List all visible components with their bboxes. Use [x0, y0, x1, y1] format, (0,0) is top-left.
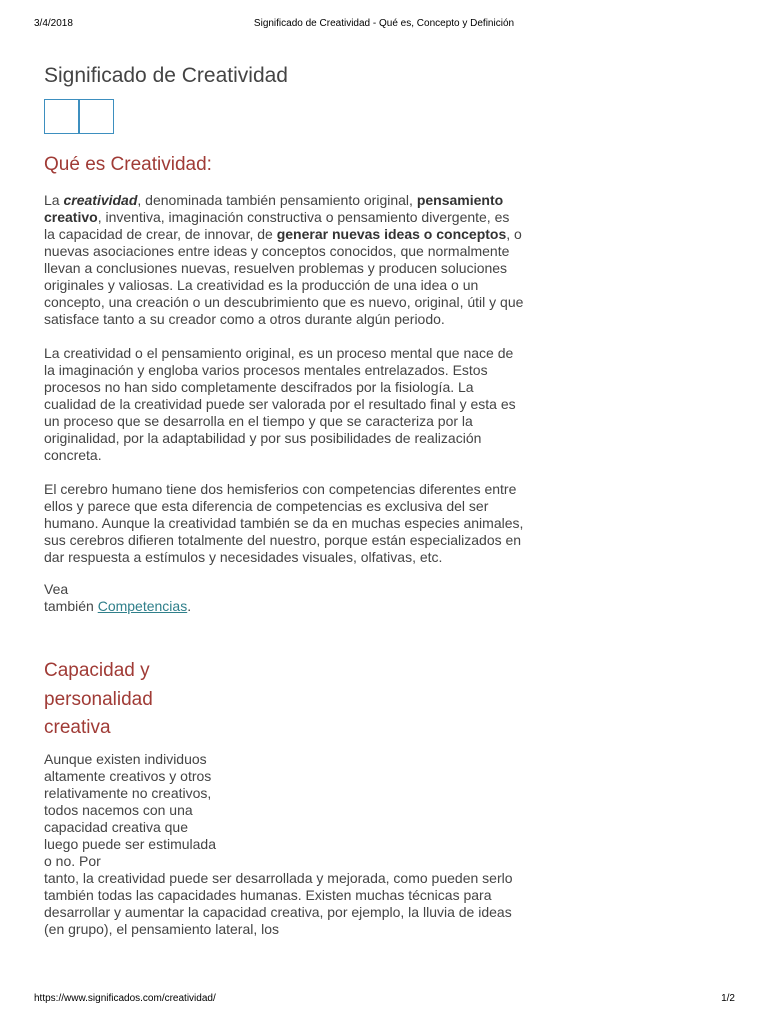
text: , o nuevas asociaciones entre ideas y conceptos conocidos, que normalmente llevan a conclusiones nuevas, resuelven problemas y producen soluciones originales y valiosas. La creatividad es la producción de una idea o un concepto, una creación o un descubrimiento que es nuevo, original, útil y que satisface tanto a su creador como a otros durante algún periodo. — [44, 226, 524, 327]
page-title: Significado de Creatividad — [44, 64, 288, 87]
section-heading: Qué es Creatividad: — [44, 154, 212, 175]
print-page-title: Significado de Creatividad - Qué es, Concepto y Definición — [253, 18, 515, 29]
section-heading: Capacidad y personalidad creativa — [44, 660, 153, 738]
share-button[interactable] — [44, 99, 79, 134]
competencias-link[interactable]: Competencias — [97, 598, 188, 614]
bold-term: generar nuevas ideas o conceptos — [276, 226, 507, 242]
print-url: https://www.significados.com/creatividad/ — [34, 993, 216, 1004]
text: , inventiva, imaginación constructiva o pensamiento divergente, es la capacidad de crear, de innovar, de — [44, 209, 510, 242]
text: La — [44, 192, 64, 208]
text: , denominada también pensamiento original, — [137, 192, 417, 208]
page-number: 1/2 — [721, 993, 735, 1004]
article — [44, 60, 524, 938]
paragraph: La creatividad o el pensamiento original, es un proceso mental que nace de la imaginación y engloba varios procesos mentales entrelazados. Estos procesos no han sido completamente descifrados por la fisiología. La cualidad de la creatividad puede ser valorada por el resultado final y esta es un proceso que se desarrolla en el tiempo y que se caracteriza por la originalidad, por la adaptabilidad y por sus posibilidades de realización concreta. — [44, 345, 516, 463]
text: también — [44, 598, 98, 614]
print-date: 3/4/2018 — [34, 18, 73, 29]
paragraph-narrow: Aunque existen individuos altamente creativos y otros relativamente no creativos, todos nacemos con una capacidad creativa que luego puede ser estimulada o no. Por — [44, 750, 217, 869]
paragraph-wide: tanto, la creatividad puede ser desarrollada y mejorada, como pueden serlo también todas las capacidades humanas. Existen muchas técnicas para desarrollar y aumentar la capacidad creativa, por ejemplo, la lluvia de ideas (en grupo), el pensamiento lateral, los — [44, 869, 513, 937]
paragraph — [44, 192, 524, 328]
text: . — [187, 598, 192, 614]
text: Vea — [44, 581, 69, 597]
see-also — [44, 581, 524, 615]
paragraph: El cerebro humano tiene dos hemisferios con competencias diferentes entre ellos y parece que esta diferencia de competencias es exclusiva del ser humano. Aunque la creatividad también se da en muchas especies animales, sus cerebros difieren totalmente del nuestro, porque están especializados en dar respuesta a estímulos y necesidades visuales, olfativas, etc. — [44, 481, 524, 565]
share-buttons — [44, 99, 524, 134]
share-button[interactable] — [79, 99, 114, 134]
bold-term: pensamiento creativo — [44, 192, 504, 225]
bold-term: creatividad — [63, 192, 138, 208]
